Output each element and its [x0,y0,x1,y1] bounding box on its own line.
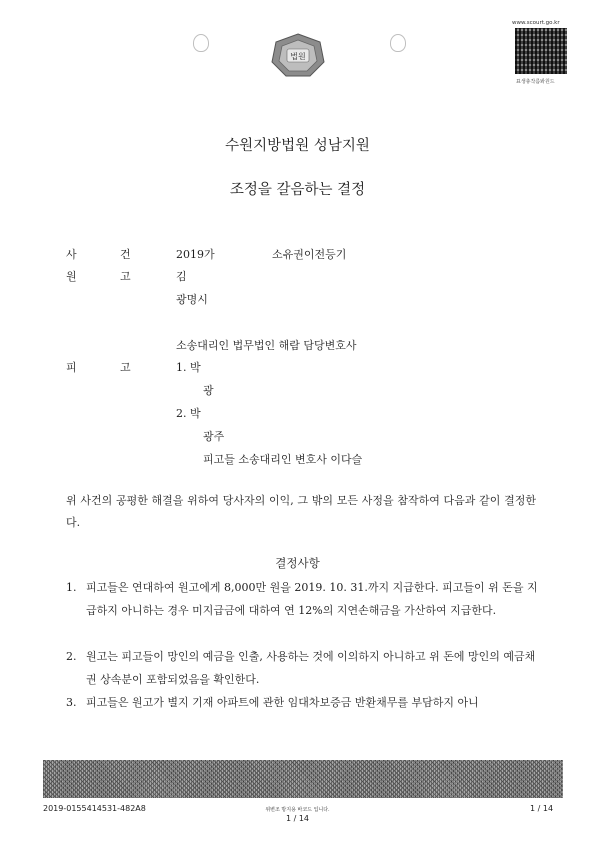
plaintiff-label-go: 고 [120,270,131,283]
item-number: 1. [66,581,77,594]
defendants-counsel: 피고들 소송대리인 변호사 이다슬 [203,453,363,466]
court-name: 수원지방법원 성남지원 [225,138,370,154]
document-id: 2019-0155414531-482A8 [43,804,146,813]
anti-forgery-barcode [43,760,563,798]
intro-paragraph: 위 사건의 공평한 해결을 위하여 당사자의 이익, 그 밖의 모든 사정을 참작하여 다음과 같이 결정한다. [66,494,536,529]
case-number: 2019가 [176,248,215,261]
decision-item-3 [66,691,540,714]
case-label-sa: 사 [66,248,77,261]
case-label-geon: 건 [120,248,131,261]
watermark-mark-right [390,34,406,52]
item-text: 피고들은 원고가 별지 기재 아파트에 관한 임대차보증금 반환채무를 부담하지 아니 [86,696,479,709]
qr-code [515,28,567,74]
plaintiff-counsel: 소송대리인 법무법인 해람 담당변호사 [176,339,357,352]
item-number: 3. [66,696,77,709]
watermark-mark-left [193,34,209,52]
defendant-label-pi: 피 [66,361,77,374]
seal-text: 법원 [290,52,306,61]
defendant-2-name: 2. 박 [176,407,201,420]
page-number-right: 1 / 14 [530,804,554,813]
page-number-center: 1 / 14 [285,814,310,823]
plaintiff-name: 김 [176,270,187,283]
decision-item-1 [66,576,540,622]
plaintiff-label-won: 원 [66,270,77,283]
barcode-notice: 위변조 방지용 바코드 입니다. [265,807,330,813]
defendant-1-address: 광 [203,384,214,397]
item-text: 피고들은 연대하여 원고에게 8,000만 원을 2019. 10. 31.까지 지급한다. 피고들이 위 돈을 지급하지 아니하는 경우 미지급금에 대하여 연 12%의 지연손해금을 가산하여 지급한다. [86,581,538,617]
item-text: 원고는 피고들이 망인의 예금을 인출, 사용하는 것에 이의하지 아니하고 위 돈에 망인의 예금채권 상속분이 포함되었음을 확인한다. [86,650,536,686]
defendant-label-go: 고 [120,361,131,374]
item-number: 2. [66,650,77,663]
case-title: 소유권이전등기 [272,248,347,261]
court-seal-emblem [270,32,326,78]
section-heading: 결정사항 [275,556,320,570]
qr-url: www.scourt.go.kr [512,20,560,26]
qr-caption: 표생총작름봐원드 [516,79,555,85]
document-title: 조정을 갈음하는 결정 [229,182,366,198]
plaintiff-address: 광명시 [176,293,208,306]
decision-item-2 [66,645,540,691]
defendant-1-name: 1. 박 [176,361,201,374]
defendant-2-address: 광주 [203,430,225,443]
